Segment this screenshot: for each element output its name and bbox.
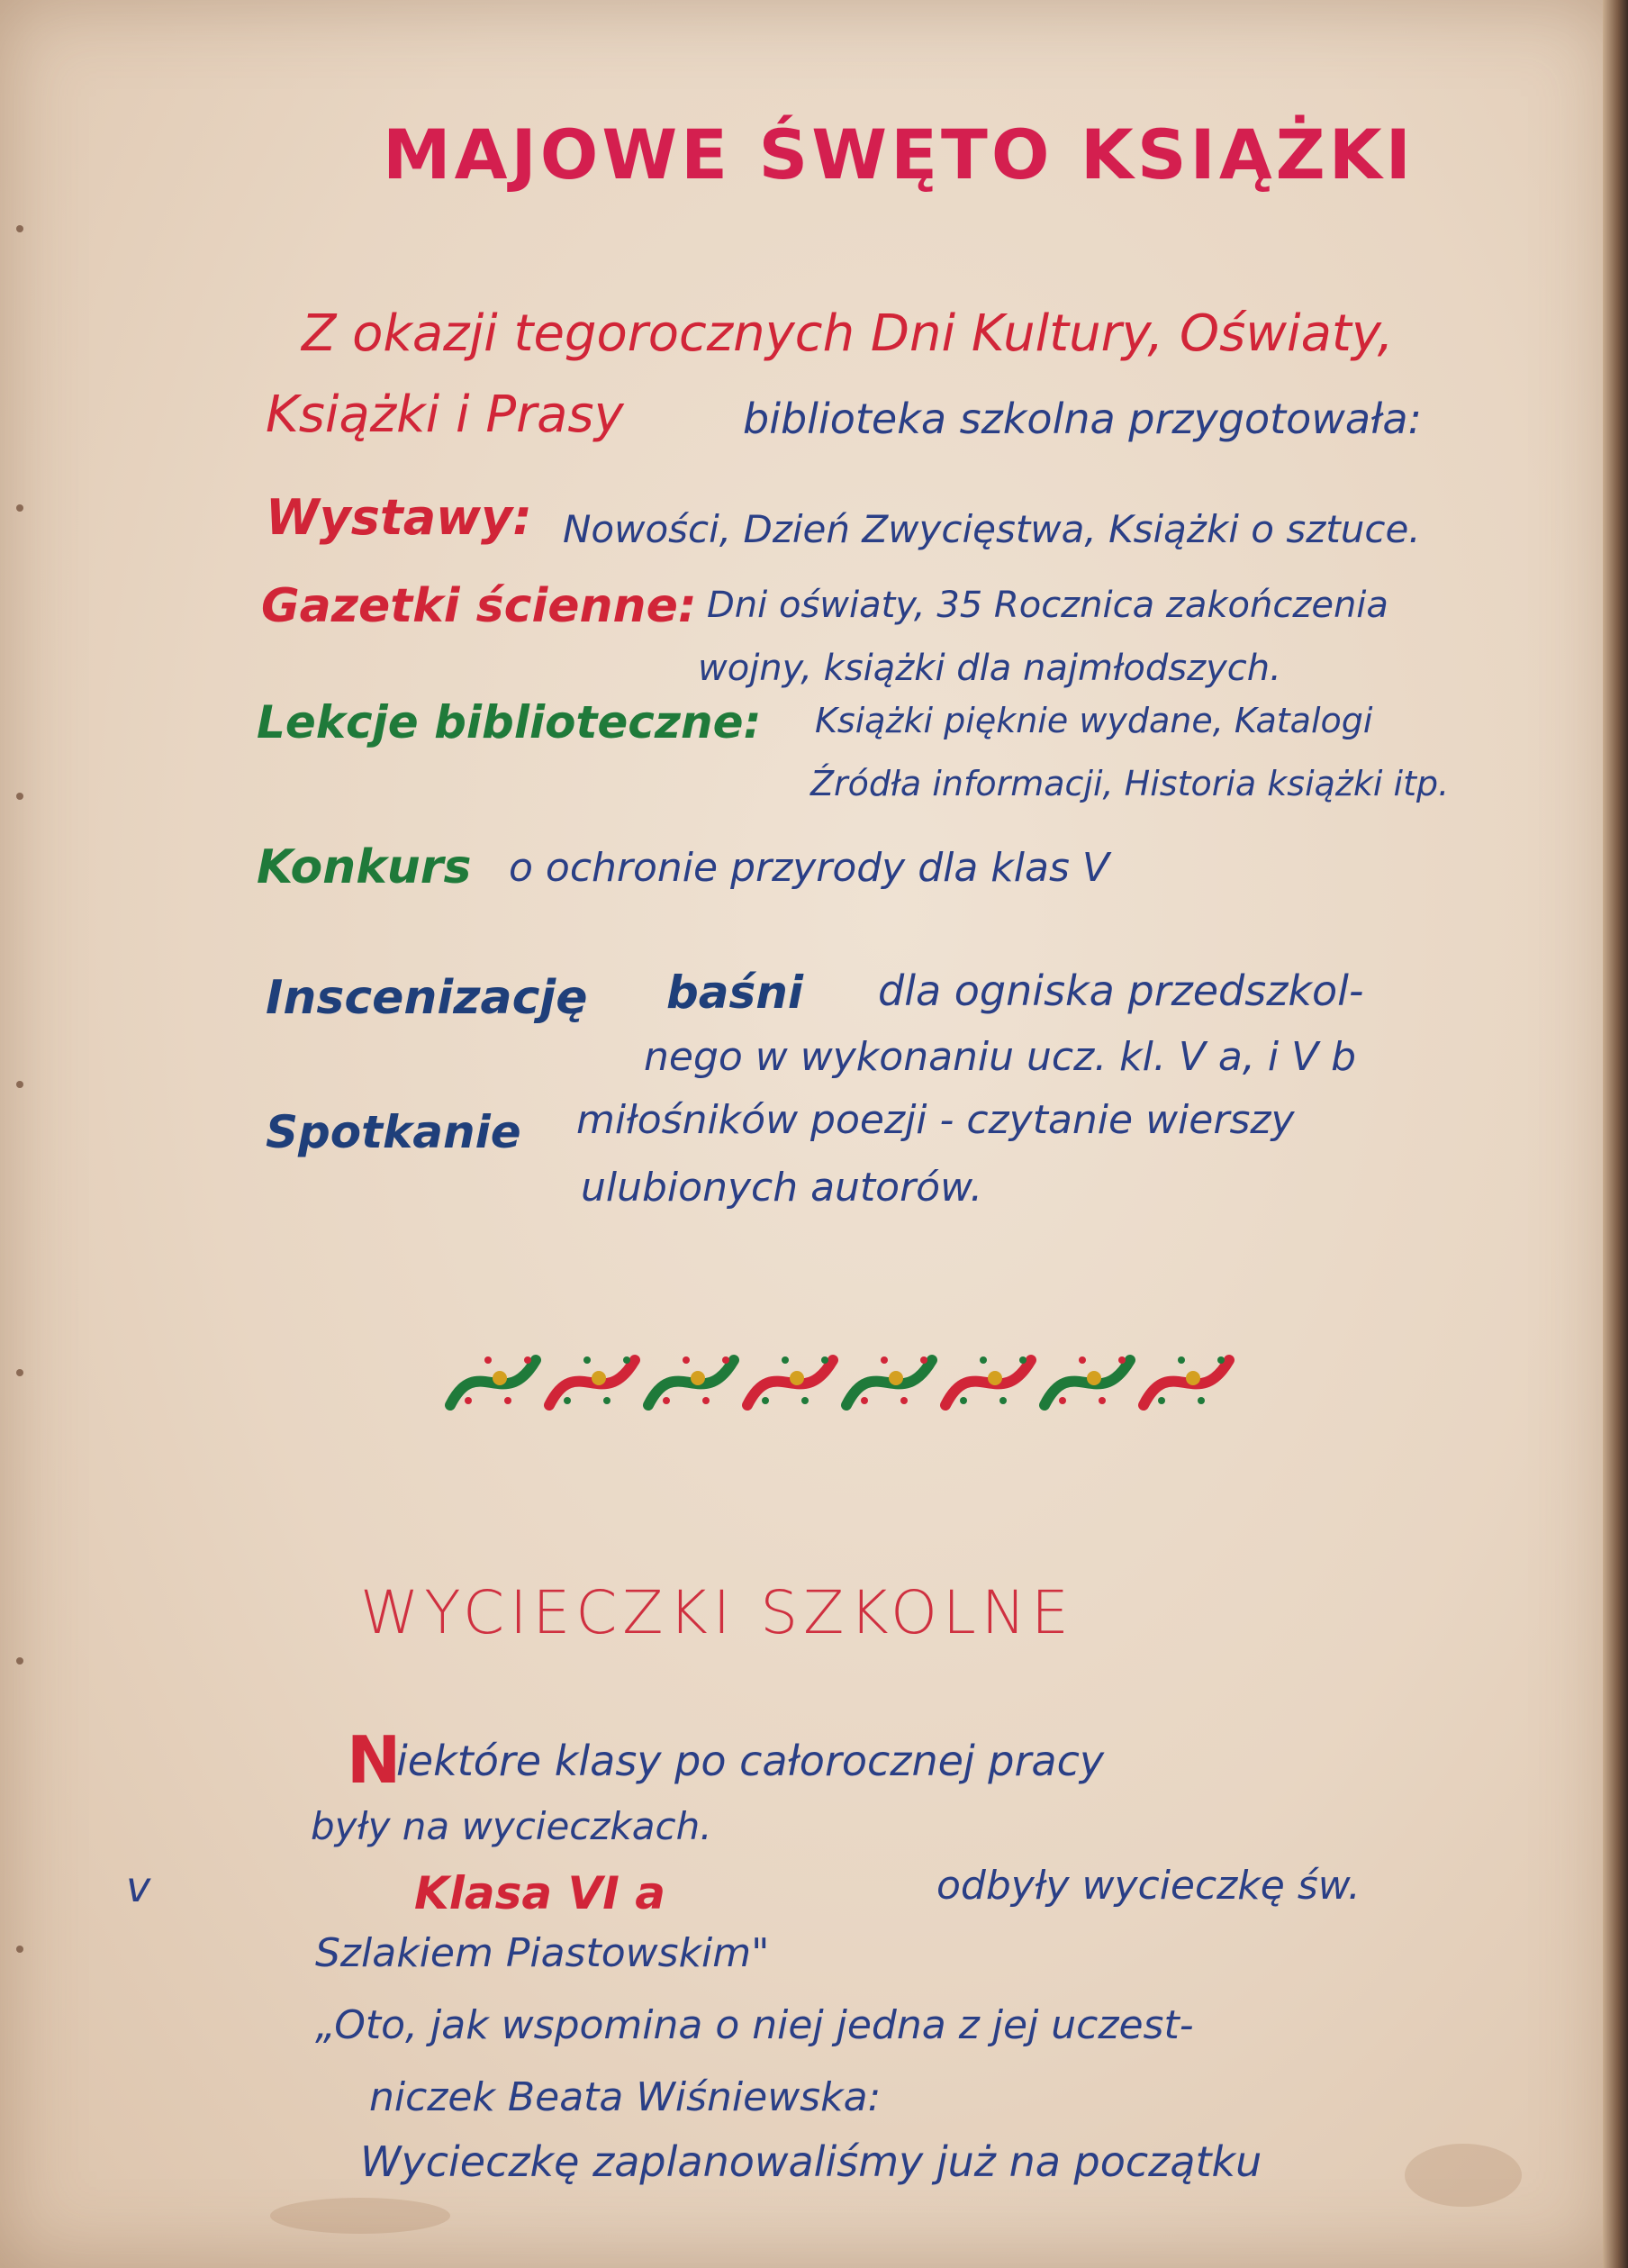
section-title-wycieczki: WYCIECZKI SZKOLNE (360, 1578, 1074, 1647)
intro-blue-text: biblioteka szkolna przygotowała: (743, 395, 1423, 443)
item-text-lekcje-1: Książki pięknie wydane, Katalogi (815, 701, 1373, 740)
ornament-dot (524, 1356, 531, 1364)
ornament-dot (465, 1397, 472, 1404)
paper-stain (1405, 2144, 1522, 2207)
ornament-dot (683, 1356, 690, 1364)
binding-hole (16, 793, 23, 800)
item-text-lekcje-2: Źródła informacji, Historia książki itp. (810, 764, 1450, 803)
ornament-dot (1118, 1356, 1126, 1364)
paper-stain (270, 2198, 450, 2234)
decorative-border-ornament (441, 1342, 1306, 1423)
ornament-dot (1079, 1356, 1086, 1364)
ornament-dot (1087, 1371, 1101, 1385)
item-text-inscenizacje-1: dla ogniska przedszkol- (878, 966, 1364, 1015)
binding-hole (16, 1081, 23, 1088)
ornament-dot (623, 1356, 630, 1364)
ornament-dot (722, 1356, 729, 1364)
ornament-dot (881, 1356, 888, 1364)
item-label-wystawy: Wystawy: (266, 489, 532, 546)
paragraph-1-line-1: iektóre klasy po całorocznej pracy (396, 1737, 1105, 1785)
ornament-dot (900, 1397, 908, 1404)
ornament-dot (762, 1397, 769, 1404)
ornament-dot (504, 1397, 511, 1404)
item-label-konkurs: Konkurs (257, 840, 472, 894)
binding-hole (16, 1657, 23, 1665)
ornament-swirl (450, 1360, 536, 1405)
ornament-dot (583, 1356, 591, 1364)
ornament-swirl (549, 1360, 635, 1405)
ornament-dot (1178, 1356, 1185, 1364)
binding-hole (16, 225, 23, 232)
margin-check-mark: v (126, 1863, 151, 1911)
item-label-inscenizacje: Inscenizację (266, 971, 588, 1025)
page-edge (1603, 0, 1628, 2268)
ornament-dot (821, 1356, 828, 1364)
ornament-dot (493, 1371, 507, 1385)
item-label-lekcje: Lekcje biblioteczne: (257, 696, 762, 748)
paragraph-1-line-2: były na wycieczkach. (311, 1804, 712, 1848)
paragraph-2-line-5: Wycieczkę zaplanowaliśmy już na początku (360, 2137, 1262, 2186)
ornament-dot (592, 1371, 606, 1385)
ornament-dot (889, 1371, 903, 1385)
ornament-dot (603, 1397, 610, 1404)
ornament-dot (1186, 1371, 1200, 1385)
item-text-konkurs: o ochronie przyrody dla klas V (509, 845, 1109, 891)
ornament-dot (1158, 1397, 1165, 1404)
item-text-spotkanie-1: miłośników poezji - czytanie wierszy (576, 1097, 1295, 1143)
paragraph-2-line-3: „Oto, jak wspomina o niej jedna z jej uczest- (315, 2002, 1194, 2048)
class-label: Klasa VI a (414, 1867, 665, 1919)
ornament-dot (1217, 1356, 1225, 1364)
paragraph-2-line-4: niczek Beata Wiśniewska: (369, 2074, 882, 2120)
ornament-dot (861, 1397, 868, 1404)
item-label-basni: baśni (666, 966, 804, 1019)
ornament-swirl (1144, 1360, 1229, 1405)
item-text-inscenizacje-2: nego w wykonaniu ucz. kl. V a, i V b (644, 1034, 1357, 1080)
ornament-swirl (747, 1360, 833, 1405)
ornament-dot (1019, 1356, 1027, 1364)
item-text-spotkanie-2: ulubionych autorów. (581, 1165, 983, 1211)
ornament-dot (1198, 1397, 1205, 1404)
intro-red-line-1: Z okazji tegorocznych Dni Kultury, Oświaty, (302, 304, 1394, 363)
paragraph-2-line-2: Szlakiem Piastowskim" (315, 1930, 770, 1976)
ornament-dot (801, 1397, 809, 1404)
ornament-dot (980, 1356, 987, 1364)
ornament-dot (564, 1397, 571, 1404)
ornament-swirl (1045, 1360, 1130, 1405)
item-text-wystawy: Nowości, Dzień Zwycięstwa, Książki o sztuce. (563, 507, 1421, 551)
ornament-dot (1099, 1397, 1106, 1404)
page-title: MAJOWE ŚWĘTO KSIĄŻKI (383, 114, 1415, 195)
ornament-dot (999, 1397, 1007, 1404)
ornament-dot (920, 1356, 927, 1364)
ornament-dot (663, 1397, 670, 1404)
intro-red-line-2: Książki i Prasy (266, 386, 624, 444)
item-text-gazetki-2: wojny, książki dla najmłodszych. (698, 648, 1281, 689)
paragraph-2-line-1: odbyły wycieczkę św. (936, 1863, 1361, 1909)
ornament-dot (988, 1371, 1002, 1385)
ornament-dot (702, 1397, 710, 1404)
binding-hole (16, 1946, 23, 1953)
item-text-gazetki-1: Dni oświaty, 35 Rocznica zakończenia (707, 585, 1388, 626)
ornament-dot (691, 1371, 705, 1385)
paragraph-initial: N (347, 1722, 402, 1798)
ornament-dot (790, 1371, 804, 1385)
binding-hole (16, 1369, 23, 1376)
ornament-swirl (945, 1360, 1031, 1405)
ornament-dot (960, 1397, 967, 1404)
ornament-dot (782, 1356, 789, 1364)
ornament-swirl (846, 1360, 932, 1405)
ornament-swirl (648, 1360, 734, 1405)
ornament-dot (484, 1356, 492, 1364)
binding-hole (16, 504, 23, 512)
item-label-gazetki: Gazetki ścienne: (261, 579, 697, 633)
ornament-dot (1059, 1397, 1066, 1404)
item-label-spotkanie: Spotkanie (266, 1106, 521, 1158)
